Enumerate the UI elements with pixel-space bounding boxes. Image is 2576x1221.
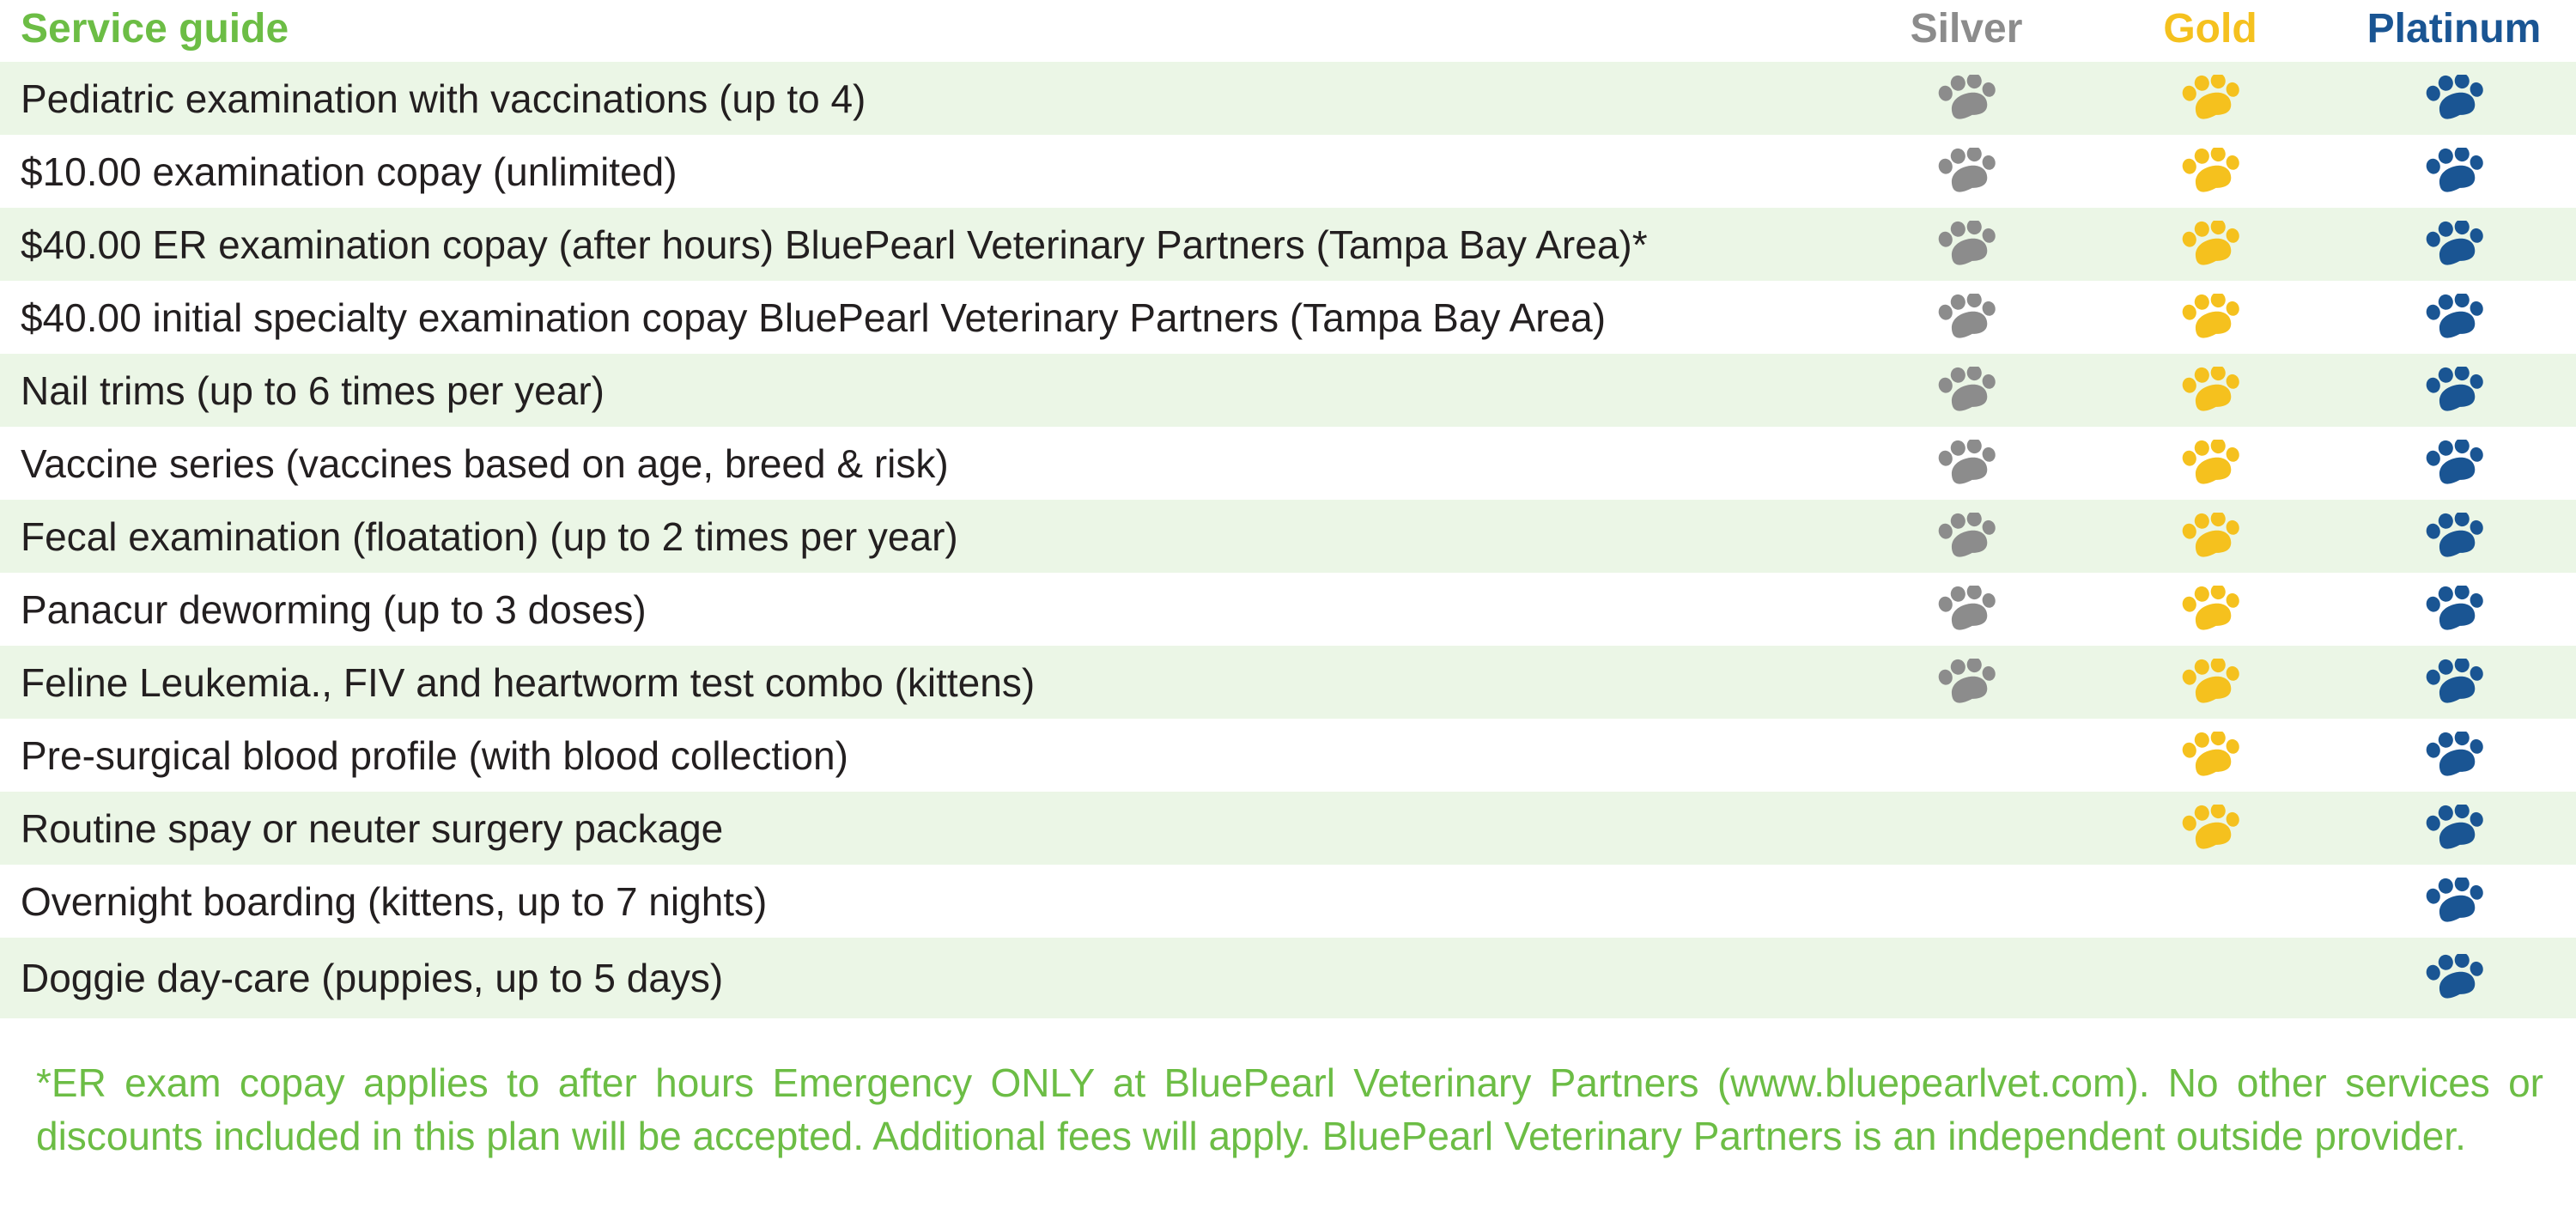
table-row	[0, 719, 2576, 792]
tier-cell-silver	[1863, 865, 2069, 938]
service-label: $10.00 examination copay (unlimited)	[21, 149, 677, 194]
paw-icon	[1930, 513, 2002, 561]
tier-cell-gold	[2107, 427, 2313, 500]
paw-icon	[2174, 659, 2246, 707]
tier-cell-silver	[1863, 354, 2069, 427]
tier-cell-platinum	[2351, 573, 2557, 646]
service-label: Fecal examination (floatation) (up to 2 times per year)	[21, 513, 958, 559]
tier-cell-gold	[2107, 938, 2313, 1018]
service-table	[0, 62, 2576, 1018]
service-label: $40.00 ER examination copay (after hours) BluePearl Veterinary Partners (Tampa Bay Area)*	[21, 222, 1648, 267]
paw-icon	[2418, 659, 2490, 707]
tier-cell-gold	[2107, 135, 2313, 208]
tier-cell-silver	[1863, 573, 2069, 646]
tier-cell-platinum	[2351, 646, 2557, 719]
service-label: Nail trims (up to 6 times per year)	[21, 368, 605, 413]
paw-icon	[1930, 367, 2002, 415]
tier-cell-gold	[2107, 500, 2313, 573]
tier-cell-silver	[1863, 208, 2069, 281]
paw-icon	[2418, 586, 2490, 634]
paw-icon	[1930, 148, 2002, 196]
paw-icon	[2418, 75, 2490, 123]
paw-icon	[2174, 75, 2246, 123]
service-label: $40.00 initial specialty examination copay BluePearl Veterinary Partners (Tampa Bay Area)	[21, 295, 1607, 340]
tier-cell-platinum	[2351, 792, 2557, 865]
tier-cell-platinum	[2351, 865, 2557, 938]
tier-cell-platinum	[2351, 62, 2557, 135]
tier-cell-platinum	[2351, 208, 2557, 281]
table-row	[0, 500, 2576, 573]
service-label: Routine spay or neuter surgery package	[21, 805, 724, 851]
service-label: Feline Leukemia., FIV and heartworm test combo (kittens)	[21, 659, 1036, 705]
tier-header-silver: Silver	[1910, 6, 2023, 52]
table-row	[0, 865, 2576, 938]
tier-cell-platinum	[2351, 719, 2557, 792]
paw-icon	[2174, 586, 2246, 634]
paw-icon	[2174, 221, 2246, 269]
service-label: Vaccine series (vaccines based on age, breed & risk)	[21, 440, 949, 486]
tier-cell-gold	[2107, 281, 2313, 354]
tier-cell-platinum	[2351, 354, 2557, 427]
table-row	[0, 208, 2576, 281]
tier-cell-silver	[1863, 281, 2069, 354]
service-label: Pre-surgical blood profile (with blood collection)	[21, 732, 848, 778]
paw-icon	[1930, 75, 2002, 123]
table-row	[0, 62, 2576, 135]
table-row	[0, 354, 2576, 427]
table-row	[0, 792, 2576, 865]
paw-icon	[2418, 805, 2490, 853]
paw-icon	[2418, 148, 2490, 196]
tier-cell-silver	[1863, 500, 2069, 573]
paw-icon	[2174, 732, 2246, 780]
paw-icon	[2174, 148, 2246, 196]
paw-icon	[2174, 440, 2246, 488]
paw-icon	[2174, 805, 2246, 853]
tier-cell-gold	[2107, 865, 2313, 938]
table-header	[0, 0, 2576, 62]
tier-cell-gold	[2107, 792, 2313, 865]
paw-icon	[1930, 294, 2002, 342]
table-row	[0, 135, 2576, 208]
service-label: Doggie day-care (puppies, up to 5 days)	[21, 956, 724, 1000]
paw-icon	[2418, 732, 2490, 780]
tier-cell-gold	[2107, 62, 2313, 135]
paw-icon	[2174, 513, 2246, 561]
service-label: Overnight boarding (kittens, up to 7 nights)	[21, 878, 768, 924]
paw-icon	[2418, 367, 2490, 415]
tier-header-platinum: Platinum	[2366, 6, 2542, 52]
paw-icon	[2418, 954, 2490, 1002]
tier-cell-gold	[2107, 719, 2313, 792]
tier-cell-silver	[1863, 135, 2069, 208]
tier-cell-silver	[1863, 646, 2069, 719]
table-row	[0, 573, 2576, 646]
tier-cell-gold	[2107, 646, 2313, 719]
paw-icon	[2174, 367, 2246, 415]
tier-cell-gold	[2107, 208, 2313, 281]
tier-cell-gold	[2107, 573, 2313, 646]
paw-icon	[1930, 440, 2002, 488]
tier-cell-silver	[1863, 719, 2069, 792]
paw-icon	[2418, 294, 2490, 342]
table-row	[0, 938, 2576, 1018]
paw-icon	[1930, 221, 2002, 269]
paw-icon	[2174, 294, 2246, 342]
paw-icon	[2418, 513, 2490, 561]
tier-cell-platinum	[2351, 500, 2557, 573]
tier-cell-platinum	[2351, 135, 2557, 208]
service-label: Pediatric examination with vaccinations (up to 4)	[21, 76, 866, 121]
service-guide-title: Service guide	[21, 6, 289, 52]
paw-icon	[2418, 221, 2490, 269]
paw-icon	[1930, 586, 2002, 634]
tier-cell-silver	[1863, 792, 2069, 865]
tier-cell-silver	[1863, 938, 2069, 1018]
tier-cell-gold	[2107, 354, 2313, 427]
tier-cell-silver	[1863, 62, 2069, 135]
table-row	[0, 281, 2576, 354]
paw-icon	[2418, 878, 2490, 926]
footnote: *ER exam copay applies to after hours Emergency ONLY at BluePearl Veterinary Partners (www.bluepearlvet.com). No other services or discounts included in this plan will be accepted. Additional fees will apply. BluePearl Veterinary Partners is an independent outside provider.	[36, 1060, 2543, 1158]
tier-header-gold: Gold	[2163, 6, 2257, 52]
tier-cell-silver	[1863, 427, 2069, 500]
paw-icon	[1930, 659, 2002, 707]
table-row	[0, 646, 2576, 719]
paw-icon	[2418, 440, 2490, 488]
service-label: Panacur deworming (up to 3 doses)	[21, 586, 647, 632]
tier-cell-platinum	[2351, 938, 2557, 1018]
tier-cell-platinum	[2351, 281, 2557, 354]
table-row	[0, 427, 2576, 500]
tier-cell-platinum	[2351, 427, 2557, 500]
